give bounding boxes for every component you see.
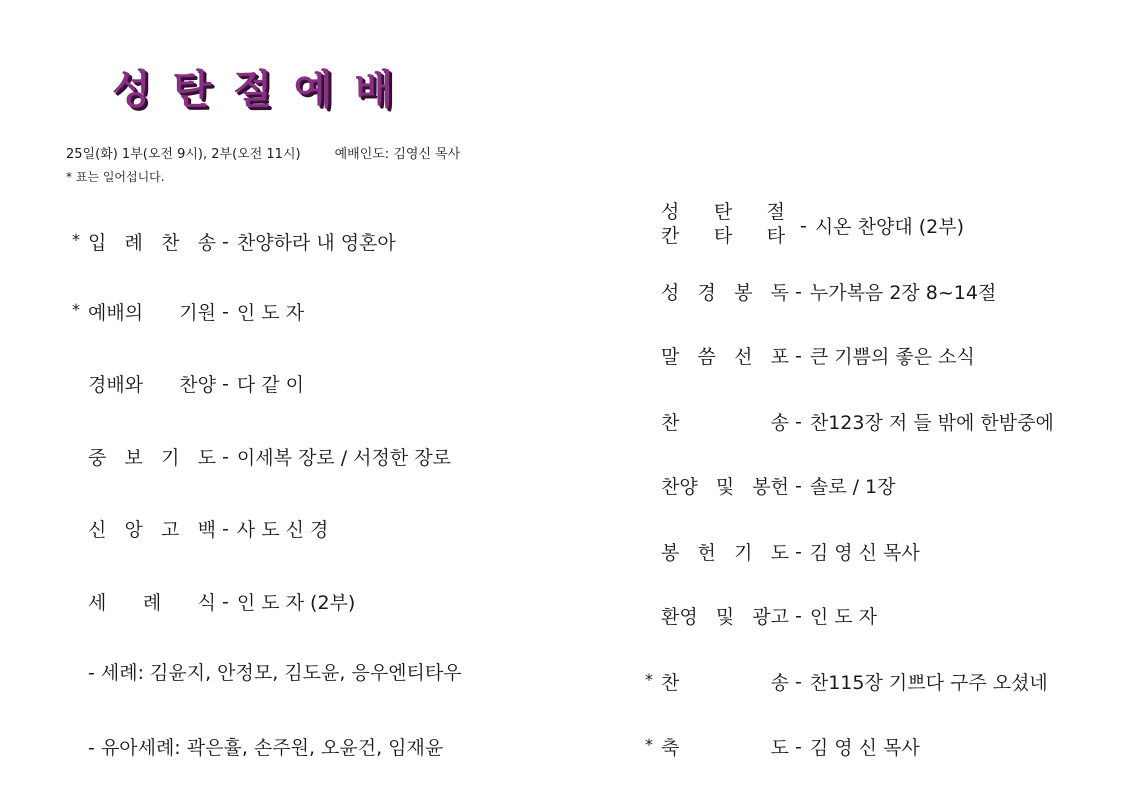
item-content: 찬양하라 내 영혼아 xyxy=(236,232,396,254)
item-label-part: 찬 xyxy=(161,232,180,254)
baptism-list: - 세례: 김윤지, 안정모, 김도윤, 응우엔티타우 xyxy=(88,662,462,684)
item-label xyxy=(661,538,789,565)
order-item xyxy=(661,472,896,499)
item-dash: - xyxy=(222,590,229,613)
item-dash: - xyxy=(795,540,802,563)
order-item xyxy=(88,588,355,615)
item-dash: - xyxy=(795,280,802,303)
standing-note: * 표는 일어섭니다. xyxy=(66,170,165,184)
item-label-part: 기 xyxy=(734,542,753,564)
item-label xyxy=(661,408,789,435)
item-label xyxy=(661,342,789,369)
item-label-part: 독 xyxy=(770,282,789,304)
item-label-part: 씀 xyxy=(697,346,716,368)
item-dash: - xyxy=(222,372,229,395)
item-label-part: 송 xyxy=(197,232,216,254)
order-item xyxy=(645,733,920,760)
item-content: 인 도 자 xyxy=(809,606,878,628)
item-content: 큰 기쁨의 좋은 소식 xyxy=(809,346,975,368)
item-label-part: 도 xyxy=(770,542,789,564)
item-label-part: 앙 xyxy=(124,519,143,541)
item-label xyxy=(88,298,216,325)
item-label-part: 기 xyxy=(161,447,180,469)
item-label-part: 보 xyxy=(124,447,143,469)
item-label-part: 례 xyxy=(124,232,143,254)
item-content: 시온 찬양대 (2부) xyxy=(814,216,964,238)
item-label xyxy=(88,443,216,470)
item-label-part: 고 xyxy=(161,519,180,541)
item-label-part: 경배와 xyxy=(88,374,144,396)
item-label-part: 신 xyxy=(88,519,107,541)
item-label xyxy=(661,472,789,499)
item-dash: - xyxy=(795,474,802,497)
order-item xyxy=(88,370,304,397)
item-label-part: 찬양 xyxy=(179,374,216,396)
item-content: 김 영 신 목사 xyxy=(809,737,920,759)
item-label-part: 경 xyxy=(697,282,716,304)
item-label-part: 헌 xyxy=(697,542,716,564)
item-label xyxy=(661,733,789,760)
item-label xyxy=(661,278,789,305)
order-item xyxy=(645,668,1048,695)
order-item xyxy=(661,538,920,565)
infant-baptism-list: - 유아세례: 곽은휼, 손주원, 오윤건, 임재윤 xyxy=(88,737,444,759)
item-dash: - xyxy=(795,735,802,758)
item-label-part: 중 xyxy=(88,447,107,469)
item-label xyxy=(661,668,789,695)
item-label-part: 세 xyxy=(88,592,107,614)
item-label-part: 송 xyxy=(770,412,789,434)
service-leader: 예배인도: 김영신 목사 xyxy=(334,147,461,162)
service-schedule: 25일(화) 1부(오전 9시), 2부(오전 11시) xyxy=(66,147,301,162)
item-content: 찬123장 저 들 밖에 한밤중에 xyxy=(809,412,1054,434)
cantata-label-row-2: 칸 타 타 xyxy=(661,225,785,247)
cantata-item xyxy=(794,212,964,239)
item-label-part: 봉 xyxy=(734,282,753,304)
item-label xyxy=(88,588,216,615)
item-label-part: 봉헌 xyxy=(752,476,789,498)
item-label-part: 식 xyxy=(197,592,216,614)
page-title: 성탄절예배 xyxy=(112,67,416,113)
item-label-part: 도 xyxy=(197,447,216,469)
item-dash: - xyxy=(222,517,229,540)
item-dash: - xyxy=(795,410,802,433)
item-dash: - xyxy=(795,344,802,367)
stand-marker: * xyxy=(72,230,80,249)
item-label-part: 선 xyxy=(734,346,753,368)
service-info xyxy=(66,143,460,162)
item-label-part: 광고 xyxy=(752,606,789,628)
item-label-part: 찬양 xyxy=(661,476,698,498)
item-label-part: 도 xyxy=(770,737,789,759)
item-label-part: 축 xyxy=(661,737,680,759)
item-label-part: 및 xyxy=(715,606,735,628)
item-label-part: 입 xyxy=(88,232,107,254)
order-item xyxy=(88,443,451,470)
item-dash: - xyxy=(800,214,807,237)
item-label-part: 찬 xyxy=(661,672,680,694)
cantata-label xyxy=(661,200,785,248)
stand-marker: * xyxy=(645,735,653,754)
order-item xyxy=(661,342,975,369)
item-label-part: 포 xyxy=(770,346,789,368)
item-label-part: 찬 xyxy=(661,412,680,434)
item-label xyxy=(88,370,216,397)
item-label-part: 백 xyxy=(197,519,216,541)
item-content: 인 도 자 (2부) xyxy=(236,592,356,614)
item-dash: - xyxy=(222,230,229,253)
item-content: 사 도 신 경 xyxy=(236,519,329,541)
item-label-part: 성 xyxy=(661,282,680,304)
item-label xyxy=(88,515,216,542)
item-dash: - xyxy=(795,604,802,627)
order-item xyxy=(661,278,996,305)
order-item xyxy=(661,602,877,629)
order-item xyxy=(661,408,1054,435)
item-label-part: 및 xyxy=(715,476,735,498)
stand-marker: * xyxy=(645,670,653,689)
item-label-part: 예배의 xyxy=(88,302,144,324)
item-label xyxy=(661,602,789,629)
order-item xyxy=(88,515,328,542)
item-dash: - xyxy=(222,445,229,468)
stand-marker: * xyxy=(72,300,80,319)
item-dash: - xyxy=(795,670,802,693)
item-label-part: 례 xyxy=(142,592,162,614)
item-content: 누가복음 2장 8~14절 xyxy=(809,282,997,304)
cantata-label-row-1: 성 탄 절 xyxy=(661,201,785,223)
item-content: 솔로 / 1장 xyxy=(809,476,896,498)
item-label xyxy=(88,228,216,255)
item-label-part: 기원 xyxy=(179,302,216,324)
item-label-part: 봉 xyxy=(661,542,680,564)
item-content: 찬115장 기쁘다 구주 오셨네 xyxy=(809,672,1048,694)
item-label-part: 말 xyxy=(661,346,680,368)
item-label-part: 송 xyxy=(770,672,789,694)
item-content: 김 영 신 목사 xyxy=(809,542,920,564)
item-content: 다 같 이 xyxy=(236,374,305,396)
item-label-part: 환영 xyxy=(661,606,698,628)
order-item xyxy=(72,298,305,325)
item-dash: - xyxy=(222,300,229,323)
item-content: 인 도 자 xyxy=(236,302,305,324)
order-item xyxy=(72,228,396,255)
item-content: 이세복 장로 / 서정한 장로 xyxy=(236,447,451,469)
